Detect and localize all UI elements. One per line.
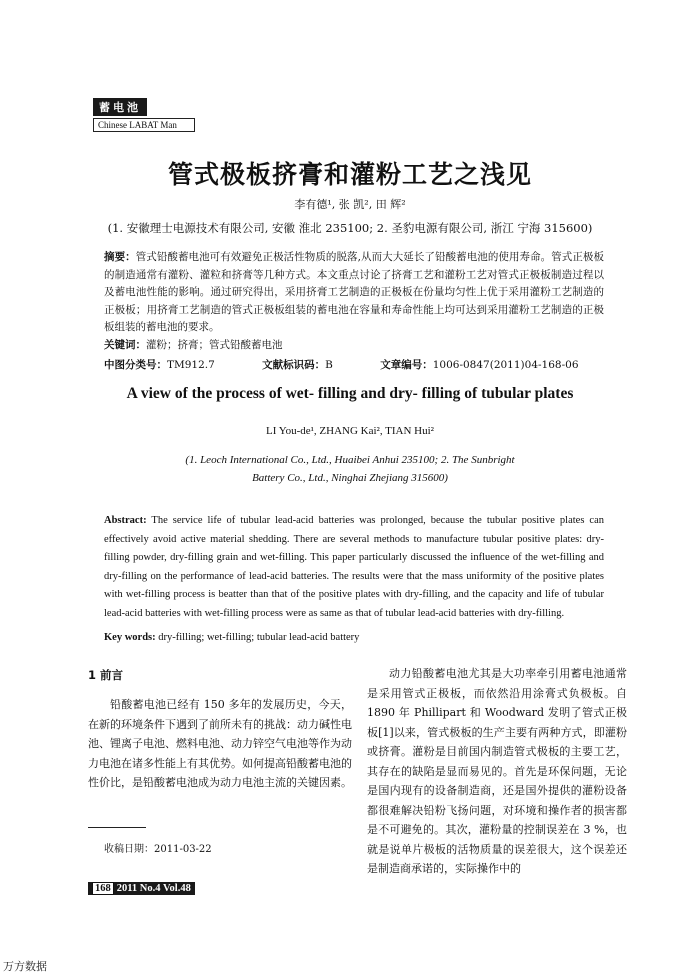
doc-code: B <box>325 359 333 371</box>
keywords-cn-text: 灌粉；挤膏；管式铅酸蓄电池 <box>146 338 283 351</box>
classification-line: 中图分类号：TM912.7 文献标识码：B 文章编号：1006-0847(2011)04-168-06 <box>104 359 579 371</box>
abstract-cn <box>104 249 604 354</box>
keywords-en-text: dry-filling; wet-filling; tubular lead-acid battery <box>158 632 360 643</box>
received-date: 收稿日期：2011-03-22 <box>104 844 212 855</box>
authors-en: LI You-de¹, ZHANG Kai², TIAN Hui² <box>266 425 434 437</box>
keywords-en <box>104 632 604 643</box>
issue-info: 2011 No.4 Vol.48 <box>116 883 191 894</box>
body-right-column: 动力铅酸蓄电池尤其是大功率牵引用蓄电池通常是采用管式正极板，而依然沿用涂膏式负极板。自 1890 年 Phillipart 和 Woodward 发明了管式正极板[1]以来，管式极板的生产主要有两种方式，即灌粉或挤膏。灌粉是目前国内制造管式极板的主要工艺，其存在的缺陷是显而易见的。首先是环保问题，无论是国内现有的设备制造商，还是国外提供的灌粉设备都很难解决铅粉飞扬问题，对环境和操作者的损害都是不可避免的。其次，灌粉量的控制误差在 3 %，也就是说单片极板的活物质量的误差很大，这个误差还是制造商承诺的，实际操作中的 <box>367 667 627 875</box>
keywords-cn-label: 关键词： <box>104 338 146 351</box>
body-left-column: 铅酸蓄电池已经有 150 多年的发展历史，今天，在新的环境条件下遇到了前所未有的挑战：动力碱性电池、锂离子电池、燃料电池、动力锌空气电池等作为动力电池在诸多性能上有其优势。如何提高铅酸蓄电池的性价比，是铅酸蓄电池成为动力电池主流的关键因素。 <box>88 698 352 789</box>
keywords-en-label: Key words: <box>104 632 156 643</box>
clc-code: TM912.7 <box>167 359 215 371</box>
page-number: 168 <box>92 882 114 895</box>
abstract-en-label: Abstract: <box>104 515 147 526</box>
title-en: A view of the process of wet- filling and dry- filling of tubular plates <box>126 385 574 402</box>
abstract-cn-label: 摘要： <box>104 251 136 263</box>
journal-section-tag <box>93 96 195 132</box>
affiliation-en: (1. Leoch International Co., Ltd., Huaibei Anhui 235100; 2. The Sunbright Battery Co., Ltd., Ninghai Zhejiang 315600) <box>185 454 515 484</box>
footnote-rule <box>88 827 146 828</box>
abstract-en <box>104 512 604 623</box>
section-label-en: Chinese LABAT Man <box>93 118 195 132</box>
article-number: 1006-0847(2011)04-168-06 <box>432 359 579 371</box>
section-heading: 1 前言 <box>88 668 124 682</box>
authors-cn: 李有德¹, 张 凯², 田 辉² <box>294 198 406 211</box>
abstract-cn-text: 管式铅酸蓄电池可有效避免正极活性物质的脱落,从而大大延长了铅酸蓄电池的使用寿命。管式正极板的制造通常有灌粉、灌粒和挤膏等几种方式。本文重点讨论了挤膏工艺和灌粉工艺对管式正极板制造过程以及蓄电池性能的影响。通过研究得出，采用挤膏工艺制造的正极板在份量均匀性上优于采用灌粉工艺制造的正极板；用挤膏工艺制造的管式正极板组装的蓄电池在容量和寿命性能上均可达到采用灌粉工艺制造的正极板组装的蓄电池的要求。 <box>104 251 604 333</box>
abstract-en-text: The service life of tubular lead-acid batteries was prolonged, because the tubular positive plates can effectively avoid active material shedding. There are several methods to manufacture tubular positive plates: dry-filling powder, dry-filling grain and wet-filling. This paper particularly discussed the influence of the wet-filling and dry-filling on the performance of lead-acid batteries. The results were that the mass uniformity of the positive plates with wet-filling process is beatter than that of the positive plates with dry-filling, and the capacity and life of tubular lead-acid batteries with wet-filling process were as same as that of tubular lead-acid batteries with dry-filling. <box>104 515 604 619</box>
watermark: 万方数据 <box>3 960 47 973</box>
section-label-cn: 蓄电池 <box>93 98 147 116</box>
title-cn: 管式极板挤膏和灌粉工艺之浅见 <box>167 160 532 189</box>
page-footer <box>88 882 195 895</box>
affiliation-cn: (1. 安徽理士电源技术有限公司, 安徽 淮北 235100; 2. 圣豹电源有限公司, 浙江 宁海 315600) <box>107 221 593 235</box>
